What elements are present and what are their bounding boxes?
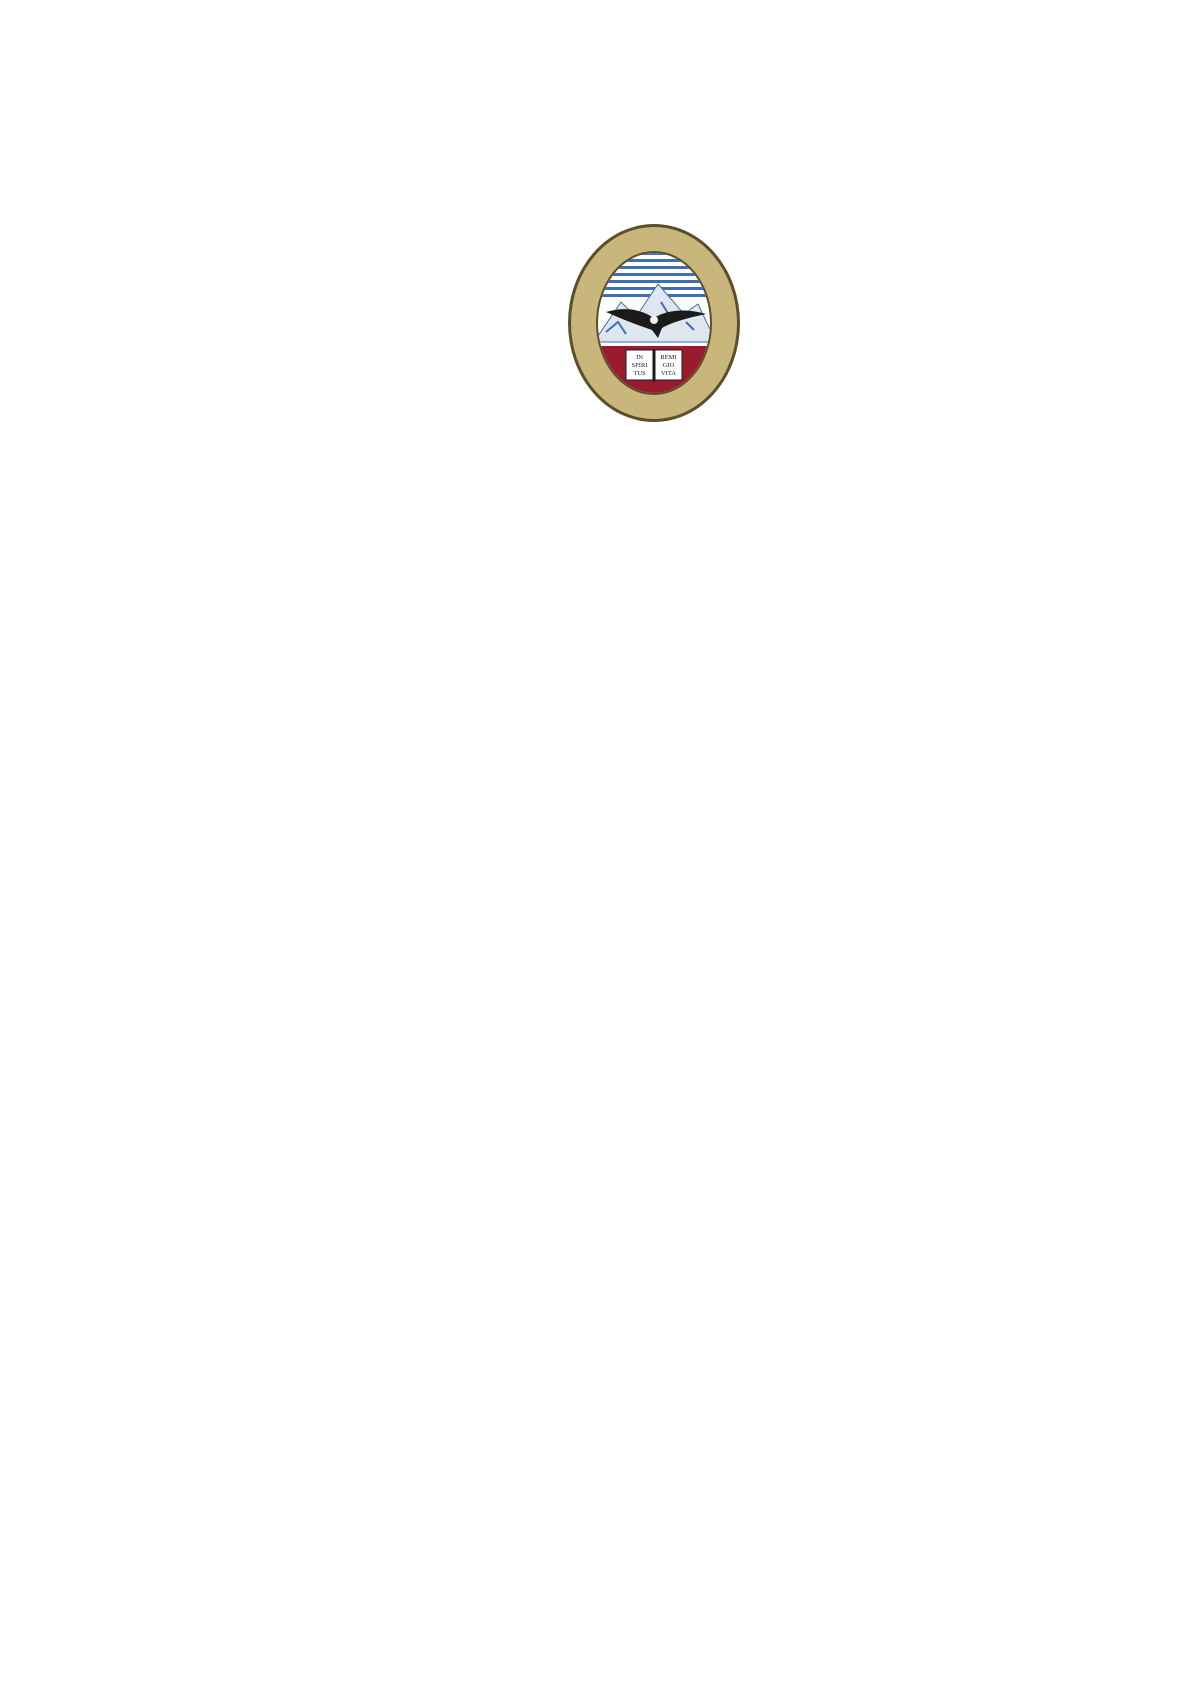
- seal-book-right-line-3: VITA: [660, 370, 677, 377]
- university-seal-logo: [566, 222, 742, 424]
- seal-book-left-line-2: SPIRI: [631, 362, 648, 369]
- seal-book-left-line-3: TUS: [633, 370, 646, 377]
- seal-book-right-line-2: GIO: [662, 362, 675, 369]
- seal-book-right-line-1: REMI: [660, 354, 677, 361]
- seal-book-left-line-1: IN: [636, 354, 643, 361]
